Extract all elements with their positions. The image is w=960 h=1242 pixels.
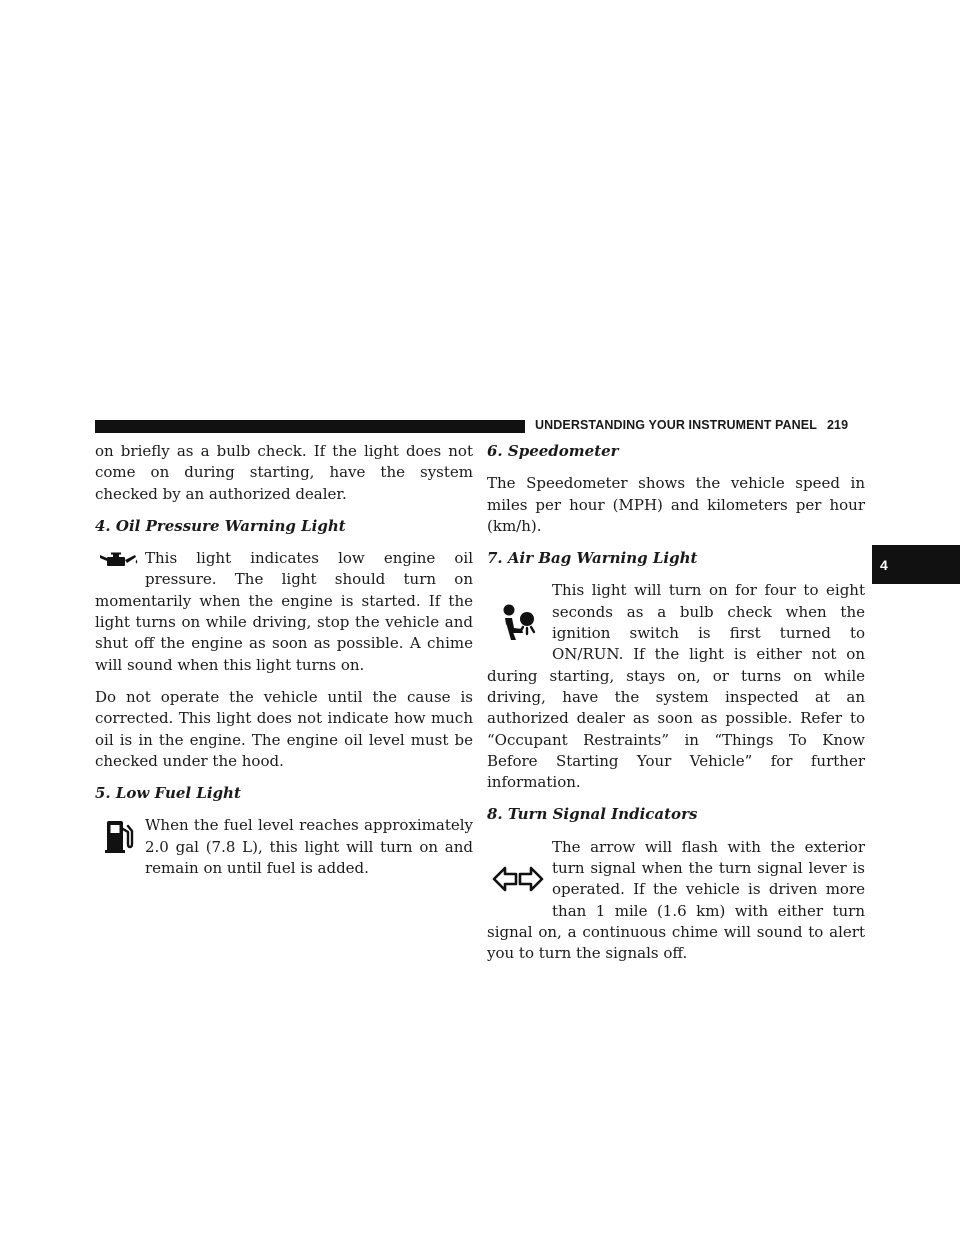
fuel-pump-icon bbox=[95, 815, 143, 859]
oil-pressure-section bbox=[95, 548, 473, 676]
low-fuel-body: When the fuel level reaches approximately 2.0 gal (7.8 L), this light will turn on and remain on until fuel is added. bbox=[145, 816, 473, 878]
chapter-tab: 4 bbox=[872, 545, 960, 584]
right-column bbox=[487, 441, 865, 976]
oil-pressure-heading: 4. Oil Pressure Warning Light bbox=[95, 516, 346, 535]
left-column bbox=[95, 441, 473, 890]
speedometer-heading: 6. Speedometer bbox=[487, 442, 619, 460]
header-title: UNDERSTANDING YOUR INSTRUMENT PANEL bbox=[535, 418, 817, 432]
low-fuel-section bbox=[95, 815, 473, 879]
airbag-heading: 7. Air Bag Warning Light bbox=[487, 549, 698, 568]
turn-signal-body: The arrow will flash with the exterior turn signal when the turn signal lever is operated. If the vehicle is driven more than 1 mile (1.6 km) with either turn signal on, a continuous chime will sound to alert you to turn the signals off. bbox=[487, 837, 865, 963]
header-rule bbox=[95, 420, 525, 433]
oil-pressure-body-2: Do not operate the vehicle until the cause is corrected. This light does not indicate how much oil is in the engine. The engine oil level must be checked under the hood. bbox=[95, 687, 473, 770]
turn-signal-heading: 8. Turn Signal Indicators bbox=[487, 805, 698, 824]
airbag-warning-icon bbox=[487, 580, 549, 664]
running-header bbox=[535, 418, 865, 432]
turn-signal-arrows-icon bbox=[487, 837, 549, 921]
oil-pressure-body: This light indicates low engine oil pressure. The light should turn on momentarily when the engine is started. If the light turns on while driving, stop the vehicle and shut off the engine as soon as possible. A chime will sound when this light turns on. bbox=[95, 549, 473, 674]
turn-signal-section bbox=[487, 837, 865, 965]
airbag-body: This light will turn on for four to eight seconds as a bulb check when the ignition switch is first turned to ON/RUN. If the light is either not on during starting, stays on, or turns on while driving, have the system inspected at an authorized dealer as soon as possible. Refer to “Occupant Restraints” in “Things To Know Before Starting Your Vehicle” for further information. bbox=[487, 581, 865, 792]
page-number: 219 bbox=[826, 418, 849, 432]
airbag-section bbox=[487, 580, 865, 793]
low-fuel-heading: 5. Low Fuel Light bbox=[95, 784, 241, 803]
speedometer-body: The Speedometer shows the vehicle speed in miles per hour (MPH) and kilometers per hour (km/h). bbox=[487, 474, 865, 535]
intro-paragraph: on briefly as a bulb check. If the light does not come on during starting, have the system checked by an authorized dealer. bbox=[95, 442, 473, 503]
oil-can-icon bbox=[95, 548, 143, 572]
